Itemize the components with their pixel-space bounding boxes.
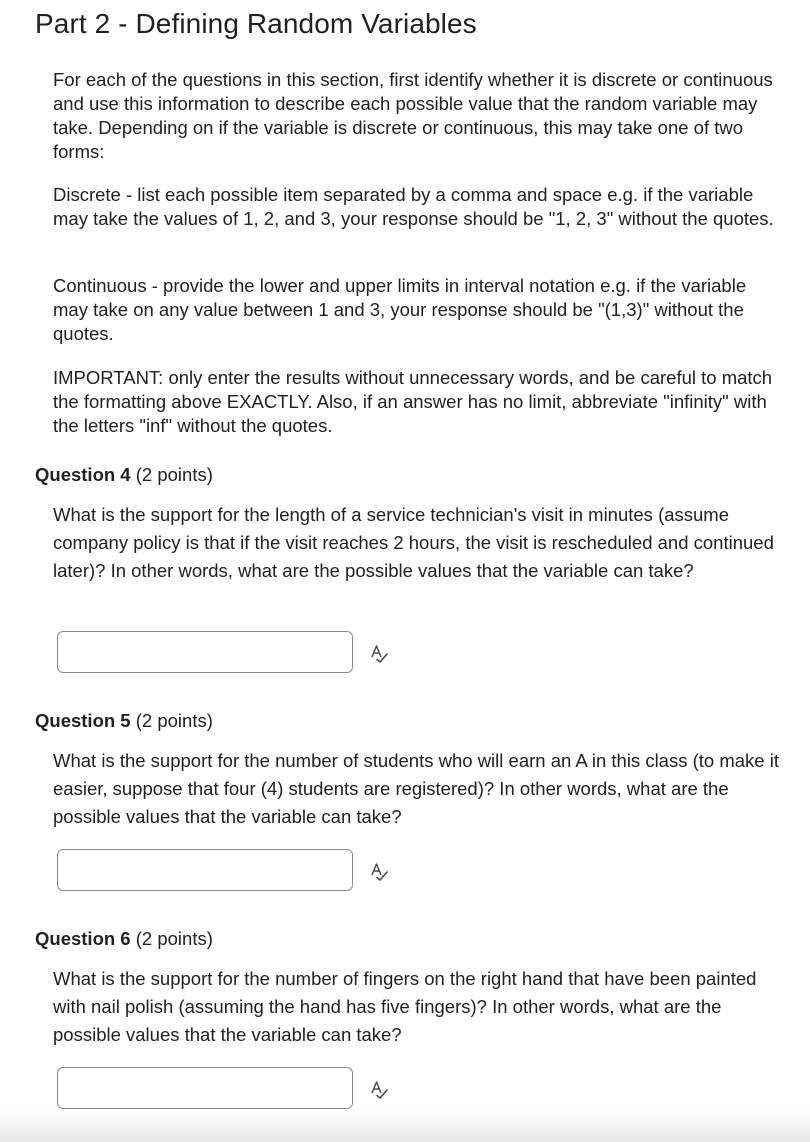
question-points: (2 points) xyxy=(135,464,213,485)
instructions-paragraph-important: IMPORTANT: only enter the results without unnecessary words, and be careful to match the formatting above EXACTLY. Also, if an answer has no limit, abbreviate "infinity" with the letters "inf" without the quotes. xyxy=(53,367,773,436)
section-title: Part 2 - Defining Random Variables xyxy=(35,8,477,39)
question-number: Question 4 xyxy=(35,464,131,485)
spellcheck-icon[interactable] xyxy=(369,861,389,881)
instructions-paragraph-discrete: Discrete - list each possible item separated by a comma and space e.g. if the variable may take the values of 1, 2, and 3, your response should be "1, 2, 3" without the quotes. xyxy=(53,184,774,229)
question-heading xyxy=(35,927,213,951)
instructions-paragraph-1: For each of the questions in this section, first identify whether it is discrete or continuous and use this information to describe each possible value that the random variable may take. Depending on if the variable is discrete or continuous, this may take one of two forms: xyxy=(53,69,773,162)
spellcheck-icon[interactable] xyxy=(369,643,389,663)
question-number: Question 5 xyxy=(35,710,131,731)
spellcheck-icon[interactable] xyxy=(369,1079,389,1099)
question-points: (2 points) xyxy=(135,710,213,731)
question-text: What is the support for the number of fingers on the right hand that have been painted with nail polish (assuming the hand has five fingers)? In other words, what are the possible values that the variable can take? xyxy=(53,968,757,1045)
instructions-paragraph-continuous: Continuous - provide the lower and upper limits in interval notation e.g. if the variable may take on any value between 1 and 3, your response should be "(1,3)" without the quotes. xyxy=(53,275,747,344)
question-text: What is the support for the length of a service technician's visit in minutes (assume company policy is that if the visit reaches 2 hours, the visit is rescheduled and continued later)? In other words, what are the possible values that the variable can take? xyxy=(53,504,774,581)
question-text: What is the support for the number of students who will earn an A in this class (to make it easier, suppose that four (4) students are registered)? In other words, what are the possible values that the variable can take? xyxy=(53,750,779,827)
answer-input-question-6[interactable] xyxy=(57,1067,353,1109)
answer-input-question-5[interactable] xyxy=(57,849,353,891)
answer-input-question-4[interactable] xyxy=(57,631,353,673)
bottom-shadow xyxy=(0,1108,810,1142)
question-heading xyxy=(35,709,213,733)
question-points: (2 points) xyxy=(135,928,213,949)
question-heading xyxy=(35,463,213,487)
question-number: Question 6 xyxy=(35,928,131,949)
